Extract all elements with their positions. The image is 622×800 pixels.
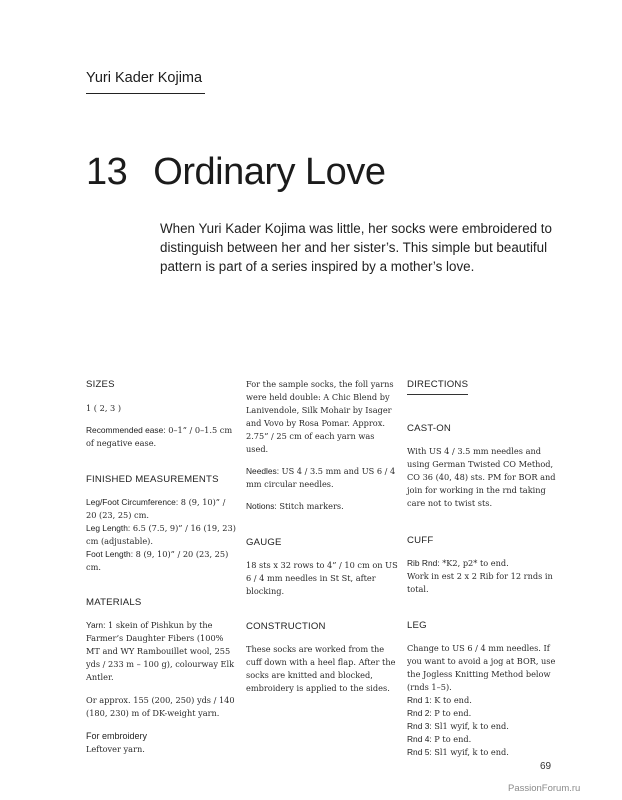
sizes-heading: SIZES xyxy=(86,379,115,390)
cuff-heading: CUFF xyxy=(407,535,434,546)
gauge-heading: GAUGE xyxy=(246,537,282,548)
round-text: Sl1 wyif, k to end. xyxy=(431,721,509,731)
embroidery-label: For embroidery xyxy=(86,731,148,741)
yarn-label: Yarn: xyxy=(86,620,106,630)
intro-paragraph: When Yuri Kader Kojima was little, her socks were embroidered to distinguish between her and her sister’s. This simple but beautiful pattern is part of a series inspired by a mother’s love. xyxy=(160,221,552,274)
round-label: Rnd 2: xyxy=(407,708,432,718)
needles-label: Needles: xyxy=(246,466,280,476)
leg-length xyxy=(86,522,236,548)
foot-length xyxy=(86,548,236,574)
cast-on-text: With US 4 / 3.5 mm needles and using German Twisted CO Method, CO 36 (40, 48) sts. PM for BOR and join for working in the rnd taking care not to twist sts. xyxy=(407,446,556,508)
round-text: P to end. xyxy=(431,734,472,744)
round-label: Rnd 3: xyxy=(407,721,432,731)
author-name: Yuri Kader Kojima xyxy=(86,70,203,86)
column-middle xyxy=(246,378,398,695)
leg-foot-circumference xyxy=(86,496,236,522)
round-text: K to end. xyxy=(431,695,472,705)
circumference-text: 8 (9, 10)” / 20 (23, 25) cm. xyxy=(86,497,226,520)
embroidery-text: Leftover yarn. xyxy=(86,744,145,754)
leg-text: Change to US 6 / 4 mm needles. If you want to avoid a jog at BOR, use the Jogless Knitting Method below (rnds 1–5). xyxy=(407,643,556,692)
round-4 xyxy=(407,733,559,746)
leg-heading: LEG xyxy=(407,620,427,631)
round-text: Sl1 wyif, k to end. xyxy=(431,747,509,757)
circumference-label: Leg/Foot Circumference: xyxy=(86,497,179,507)
page-number: 69 xyxy=(540,761,552,772)
round-text: P to end. xyxy=(431,708,472,718)
materials-heading: MATERIALS xyxy=(86,597,142,608)
yarn-alternative: Or approx. 155 (200, 250) yds / 140 (180, 230) m of DK-weight yarn. xyxy=(86,695,235,718)
construction-heading: CONSTRUCTION xyxy=(246,621,326,632)
leg-length-text: 6.5 (7.5, 9)” / 16 (19, 23) cm (adjustable). xyxy=(86,523,236,546)
round-label: Rnd 1: xyxy=(407,695,432,705)
pattern-title-text: Ordinary Love xyxy=(153,151,386,193)
needles xyxy=(246,465,398,491)
watermark-text: PassionForum.ru xyxy=(508,783,581,794)
foot-length-text: 8 (9, 10)” / 20 (23, 25) cm. xyxy=(86,549,229,572)
pattern-title xyxy=(86,151,385,194)
sample-yarns-text: For the sample socks, the foll yarns were held double: A Chic Blend by Lanivendole, Silk Mohair by Isager and Vovo by Rosa Pomar. Approx. 2.75” / 25 cm of each yarn was used. xyxy=(246,379,394,454)
notions-label: Notions: xyxy=(246,501,277,511)
round-label: Rnd 5: xyxy=(407,747,432,757)
round-3 xyxy=(407,720,559,733)
recommended-ease xyxy=(86,424,236,450)
notions xyxy=(246,500,398,513)
round-2 xyxy=(407,707,559,720)
finished-measurements-heading: FINISHED MEASUREMENTS xyxy=(86,474,219,485)
yarn-text: 1 skein of Pishkun by the Farmer’s Daughter Fibers (100% MT and WY Rambouillet wool, 255 yds / 233 m – 100 g), colourway Elk Antler. xyxy=(86,620,235,682)
round-1 xyxy=(407,694,559,707)
author-underline xyxy=(86,93,205,94)
needles-text: US 4 / 3.5 mm and US 6 / 4 mm circular needles. xyxy=(246,466,396,489)
sizes-values: 1 ( 2, 3 ) xyxy=(86,403,122,413)
rib-round xyxy=(407,557,559,570)
notions-text: Stitch markers. xyxy=(276,501,344,511)
leg-length-label: Leg Length: xyxy=(86,523,131,533)
cast-on-heading: CAST-ON xyxy=(407,423,452,434)
yarn-description xyxy=(86,619,236,684)
construction-text: These socks are worked from the cuff down with a heel flap. After the socks are knitted and blocked, embroidery is applied to the sides. xyxy=(246,644,396,693)
round-5 xyxy=(407,746,559,759)
ease-label: Recommended ease: xyxy=(86,425,166,435)
ease-text: 0–1” / 0–1.5 cm of negative ease. xyxy=(86,425,233,448)
directions-heading: DIRECTIONS xyxy=(407,378,468,395)
column-left xyxy=(86,378,236,756)
column-right xyxy=(407,378,559,759)
cuff-text: Work in est 2 x 2 Rib for 12 rnds in total. xyxy=(407,571,553,594)
pattern-number: 13 xyxy=(86,151,128,193)
foot-length-label: Foot Length: xyxy=(86,549,134,559)
gauge-text: 18 sts x 32 rows to 4” / 10 cm on US 6 / 4 mm needles in St St, after blocking. xyxy=(246,560,398,596)
rib-label: Rib Rnd: xyxy=(407,558,440,568)
rib-text: *K2, p2* to end. xyxy=(439,558,509,568)
round-label: Rnd 4: xyxy=(407,734,432,744)
